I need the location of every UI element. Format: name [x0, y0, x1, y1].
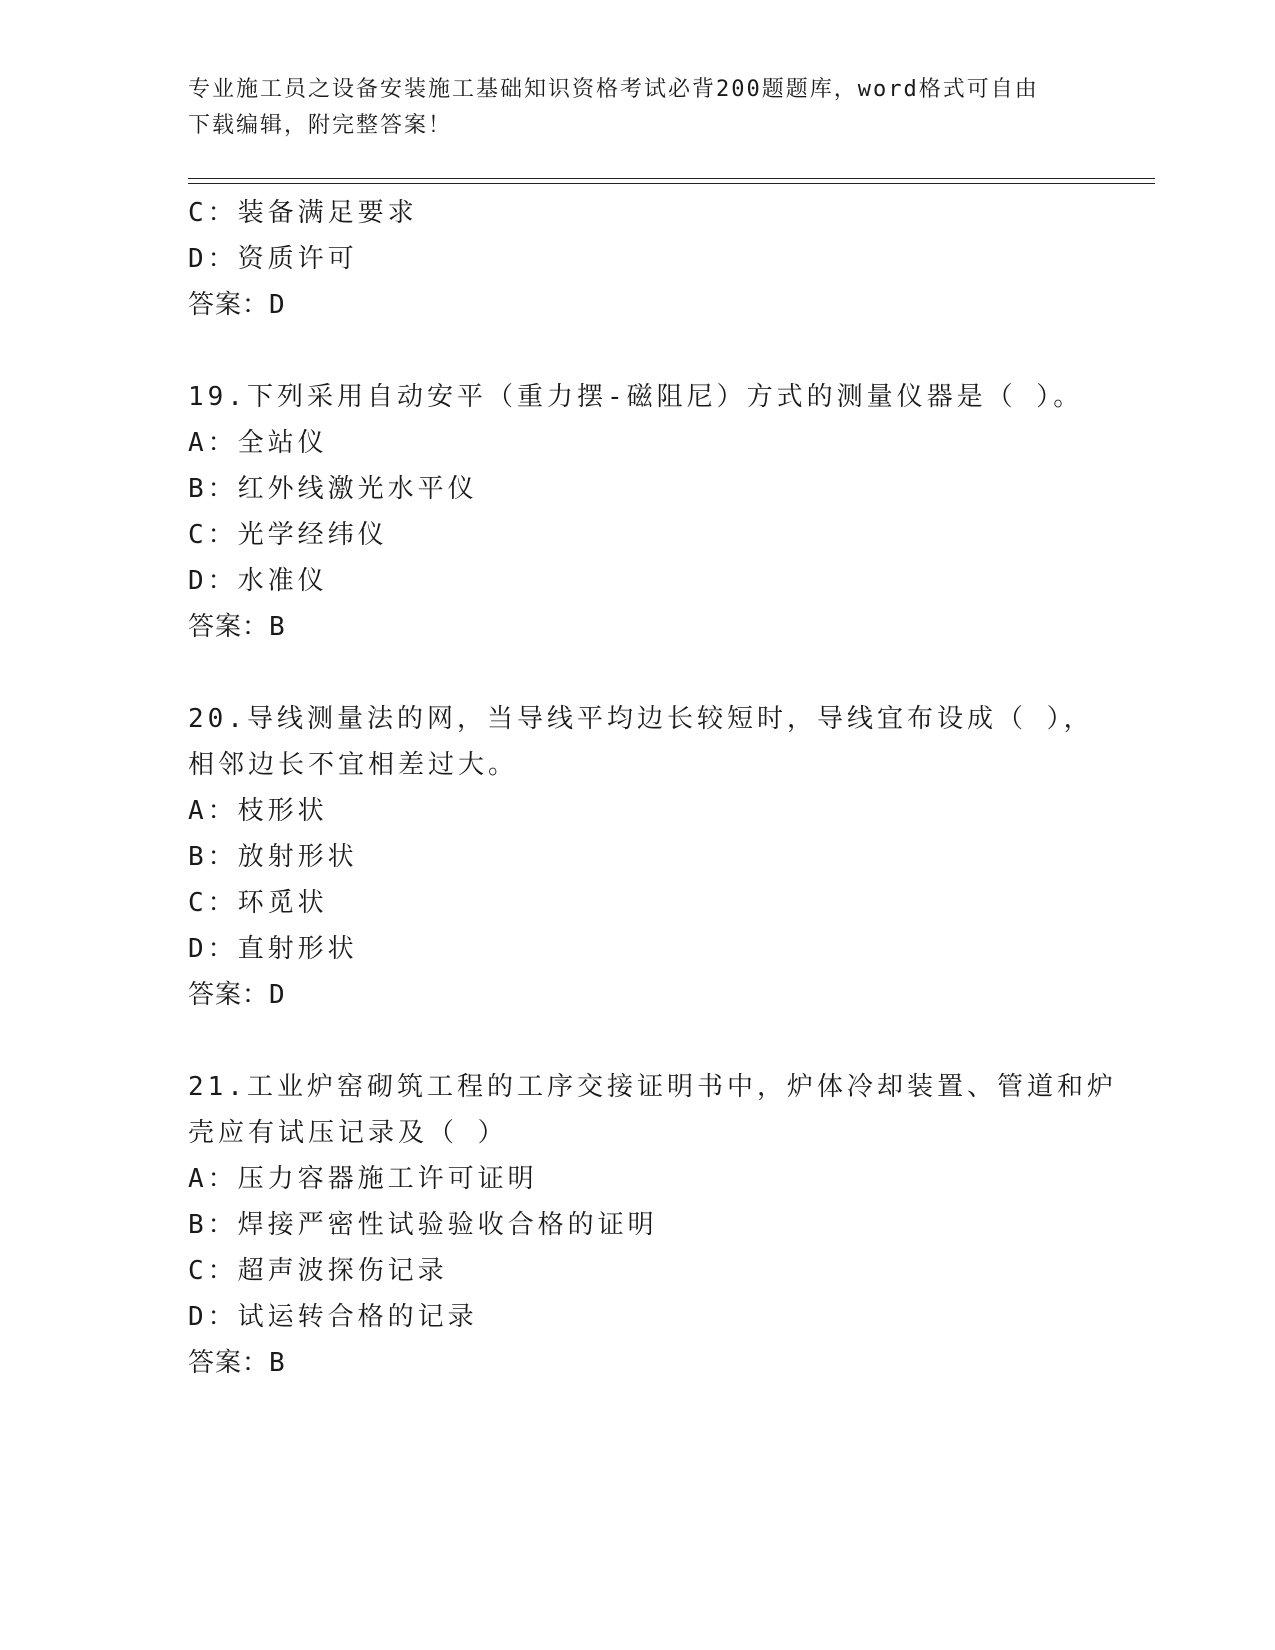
option-d: D：资质许可: [188, 244, 358, 274]
question-list: [188, 190, 1117, 1386]
document-header: [188, 72, 1088, 144]
option-b: B：放射形状: [188, 842, 358, 872]
question-text-line-2: 壳应有试压记录及（ ）: [188, 1118, 508, 1148]
option-b: B：焊接严密性试验验收合格的证明: [188, 1210, 658, 1240]
header-line-1: 专业施工员之设备安装施工基础知识资格考试必背200题题库，word格式可自由: [188, 77, 1039, 102]
option-c: C：光学经纬仪: [188, 520, 388, 550]
header-divider-top: [188, 178, 1155, 179]
question-text-line-1: 20.导线测量法的网，当导线平均边长较短时，导线宜布设成（ ），: [188, 704, 1094, 734]
header-divider-bottom: [188, 183, 1155, 184]
option-c: C：环觅状: [188, 888, 328, 918]
option-a: A：压力容器施工许可证明: [188, 1164, 538, 1194]
option-d: D：水准仪: [188, 566, 328, 596]
option-a: A：枝形状: [188, 796, 328, 826]
question-18-tail: [188, 190, 1088, 328]
question-20: [188, 696, 1094, 1018]
option-b: B：红外线激光水平仪: [188, 474, 478, 504]
spacer: [188, 1018, 1088, 1064]
spacer: [188, 328, 1088, 374]
option-c: C：装备满足要求: [188, 198, 418, 228]
option-d: D：直射形状: [188, 934, 358, 964]
answer-line: 答案：D: [188, 290, 286, 320]
answer-line: 答案：B: [188, 612, 286, 642]
question-text-line-2: 相邻边长不宜相差过大。: [188, 750, 519, 780]
header-line-2: 下载编辑，附完整答案！: [188, 113, 453, 138]
option-a: A：全站仪: [188, 428, 328, 458]
question-text-line-1: 21.工业炉窑砌筑工程的工序交接证明书中，炉体冷却装置、管道和炉: [188, 1072, 1117, 1102]
answer-line: 答案：B: [188, 1348, 286, 1378]
option-c: C：超声波探伤记录: [188, 1256, 448, 1286]
answer-line: 答案：D: [188, 980, 286, 1010]
question-21: [188, 1064, 1117, 1386]
option-d: D：试运转合格的记录: [188, 1302, 478, 1332]
question-19: [188, 374, 1088, 650]
spacer: [188, 650, 1088, 696]
question-text: 19.下列采用自动安平（重力摆-磁阻尼）方式的测量仪器是（ ）。: [188, 382, 1084, 412]
